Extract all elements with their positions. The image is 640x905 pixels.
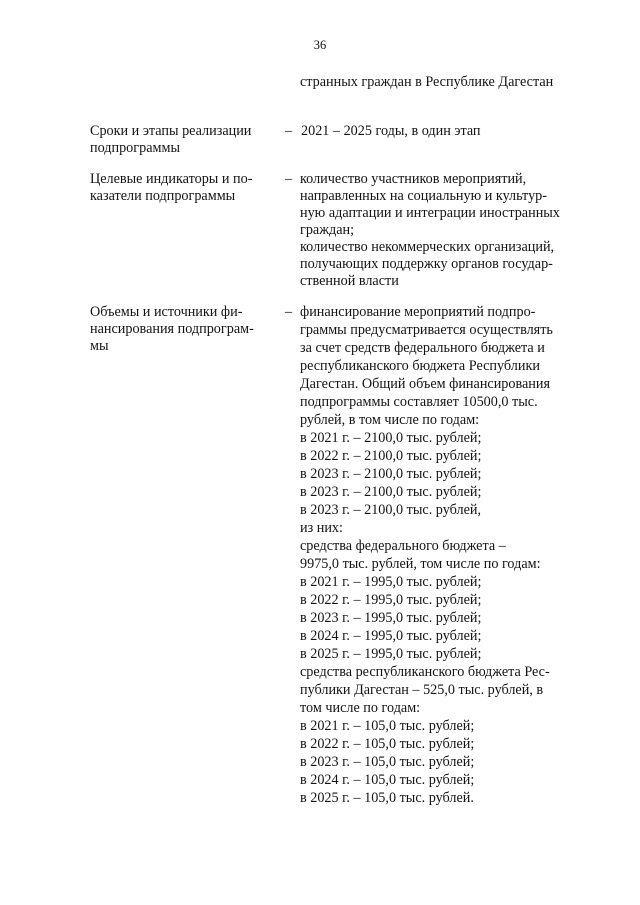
regional-budget-total: публики Дагестан – 525,0 тыс. рублей, в bbox=[300, 682, 544, 698]
regional-budget-heading: средства республиканского бюджета Рес- bbox=[300, 664, 550, 680]
targets-value-line-5: количество некоммерческих организаций, bbox=[300, 239, 555, 255]
terms-label-line-1: Сроки и этапы реализации bbox=[90, 123, 252, 139]
funding-total-2023c: в 2023 г. – 2100,0 тыс. рублей, bbox=[300, 502, 481, 518]
funding-label-line-1: Объемы и источники фи- bbox=[90, 304, 243, 320]
terms-label-line-2: подпрограммы bbox=[90, 140, 180, 156]
regional-2025: в 2025 г. – 105,0 тыс. рублей. bbox=[300, 790, 474, 806]
funding-of-them: из них: bbox=[300, 520, 343, 536]
regional-2021: в 2021 г. – 105,0 тыс. рублей; bbox=[300, 718, 475, 734]
funding-value-line-7: рублей, в том числе по годам: bbox=[300, 412, 480, 428]
funding-value-line-6: подпрограммы составляет 10500,0 тыс. bbox=[300, 394, 538, 410]
targets-label-line-2: казатели подпрограммы bbox=[90, 188, 236, 204]
federal-budget-total: 9975,0 тыс. рублей, том числе по годам: bbox=[300, 556, 541, 572]
targets-label-line-1: Целевые индикаторы и по- bbox=[90, 171, 253, 187]
targets-value-line-6: получающих поддержку органов государ- bbox=[300, 256, 553, 272]
page-number: 36 bbox=[313, 38, 327, 52]
targets-value-line-2: направленных на социальную и культур- bbox=[300, 188, 547, 204]
funding-value-line-3: за счет средств федерального бюджета и bbox=[300, 340, 545, 356]
regional-2024: в 2024 г. – 105,0 тыс. рублей; bbox=[300, 772, 475, 788]
funding-total-2021: в 2021 г. – 2100,0 тыс. рублей; bbox=[300, 430, 482, 446]
regional-2022: в 2022 г. – 105,0 тыс. рублей; bbox=[300, 736, 475, 752]
regional-budget-by-years: том числе по годам: bbox=[300, 700, 421, 716]
federal-budget-heading: средства федерального бюджета – bbox=[300, 538, 506, 554]
funding-total-2023b: в 2023 г. – 2100,0 тыс. рублей; bbox=[300, 484, 482, 500]
funding-label-line-3: мы bbox=[90, 338, 109, 354]
targets-value-line-7: ственной власти bbox=[300, 273, 399, 289]
funding-value-line-1: финансирование мероприятий подпро- bbox=[300, 304, 536, 320]
federal-2025: в 2025 г. – 1995,0 тыс. рублей; bbox=[300, 646, 482, 662]
targets-value-line-1: количество участников мероприятий, bbox=[300, 171, 527, 187]
federal-2021: в 2021 г. – 1995,0 тыс. рублей; bbox=[300, 574, 482, 590]
targets-value-line-3: ную адаптации и интеграции иностранных bbox=[300, 205, 560, 221]
terms-value-line-1: 2021 – 2025 годы, в один этап bbox=[301, 123, 481, 139]
regional-2023: в 2023 г. – 105,0 тыс. рублей; bbox=[300, 754, 475, 770]
terms-dash: – bbox=[285, 123, 293, 139]
federal-2024: в 2024 г. – 1995,0 тыс. рублей; bbox=[300, 628, 482, 644]
funding-total-2023a: в 2023 г. – 2100,0 тыс. рублей; bbox=[300, 466, 482, 482]
header-continuation: странных граждан в Республике Дагестан bbox=[300, 74, 554, 90]
funding-total-2022: в 2022 г. – 2100,0 тыс. рублей; bbox=[300, 448, 482, 464]
funding-value-line-5: Дагестан. Общий объем финансирования bbox=[300, 376, 551, 392]
federal-2022: в 2022 г. – 1995,0 тыс. рублей; bbox=[300, 592, 482, 608]
funding-dash: – bbox=[285, 304, 293, 320]
funding-value-line-4: республиканского бюджета Республики bbox=[300, 358, 540, 374]
targets-dash: – bbox=[285, 171, 293, 187]
targets-value-line-4: граждан; bbox=[300, 222, 355, 238]
federal-2023: в 2023 г. – 1995,0 тыс. рублей; bbox=[300, 610, 482, 626]
funding-label-line-2: нансирования подпрограм- bbox=[90, 321, 254, 337]
funding-value-line-2: граммы предусматривается осуществлять bbox=[300, 322, 553, 338]
